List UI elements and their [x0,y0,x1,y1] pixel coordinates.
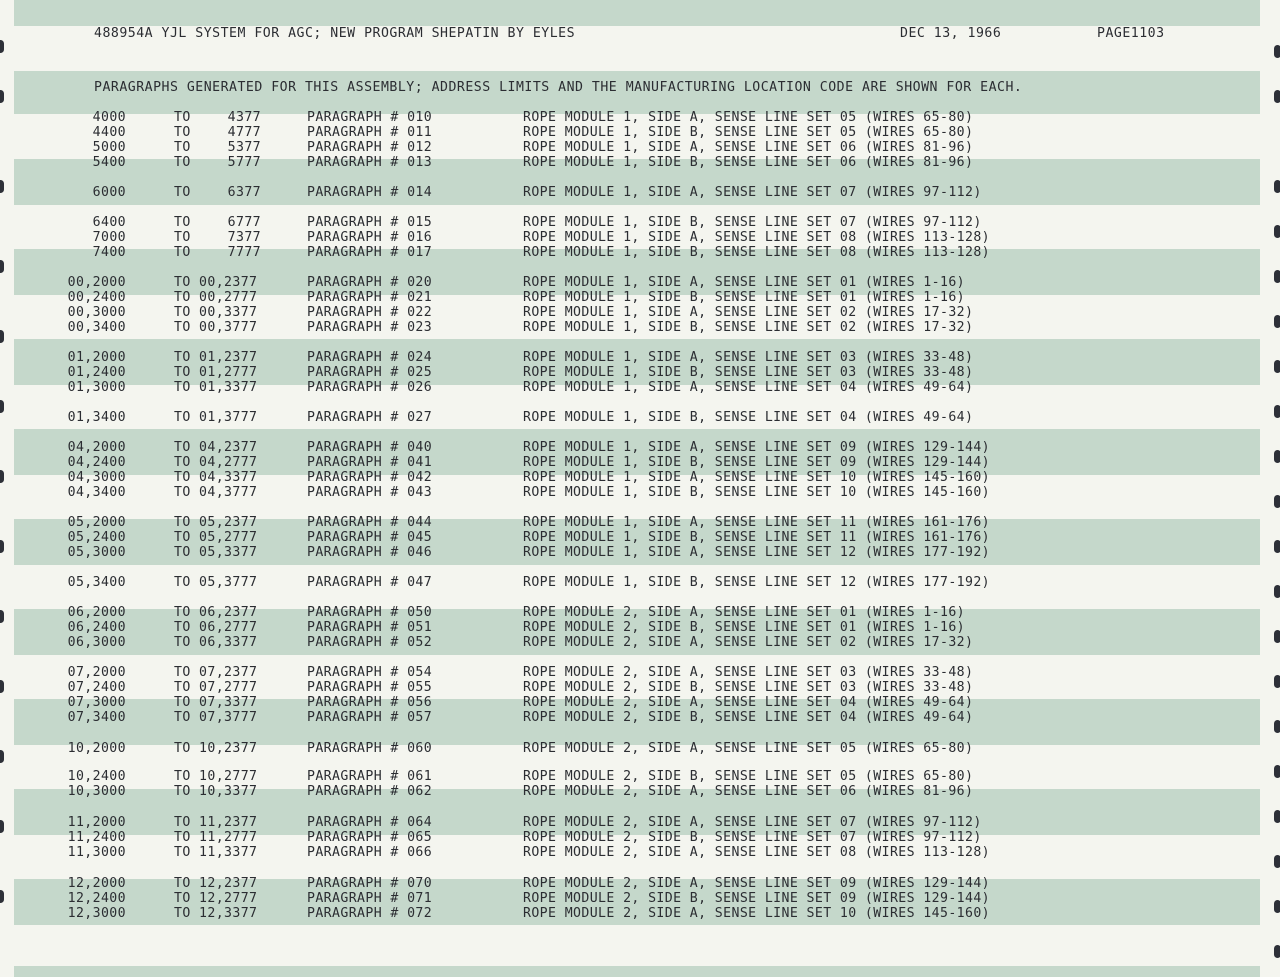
address-to: TO 05,3377 [174,545,258,560]
feed-hole [1274,90,1280,103]
address-from: 12,3000 [67,906,126,921]
feed-hole [0,260,4,273]
address-to: TO 10,2377 [174,741,258,756]
location-code: ROPE MODULE 1, SIDE A, SENSE LINE SET 09 (WIRES 129-144) [523,440,991,455]
address-to: TO 01,3377 [174,380,258,395]
address-to: TO 12,2377 [174,876,258,891]
address-from: 07,3400 [67,710,126,725]
address-to-high: 7377 [227,230,261,245]
address-from: 4400 [92,125,126,140]
paragraph-number: PARAGRAPH # 012 [307,140,433,155]
table-row [0,140,1280,155]
location-code: ROPE MODULE 2, SIDE B, SENSE LINE SET 05 (WIRES 65-80) [523,769,974,784]
location-code: ROPE MODULE 2, SIDE A, SENSE LINE SET 05 (WIRES 65-80) [523,741,974,756]
address-to: TO 07,2377 [174,665,258,680]
address-to-high: 4377 [227,110,261,125]
table-row [0,365,1280,380]
address-to-high: 5377 [227,140,261,155]
location-code: ROPE MODULE 1, SIDE A, SENSE LINE SET 02 (WIRES 17-32) [523,305,974,320]
intro-line: PARAGRAPHS GENERATED FOR THIS ASSEMBLY; ADDRESS LIMITS AND THE MANUFACTURING LOCATION CODE ARE SHOWN FOR EACH. [94,80,1023,95]
location-code: ROPE MODULE 1, SIDE B, SENSE LINE SET 02 (WIRES 17-32) [523,320,974,335]
location-code: ROPE MODULE 1, SIDE A, SENSE LINE SET 07 (WIRES 97-112) [523,185,982,200]
address-from: 01,2000 [67,350,126,365]
address-to: TO 00,3377 [174,305,258,320]
address-to: TO 05,3777 [174,575,258,590]
paragraph-number: PARAGRAPH # 055 [307,680,433,695]
address-from: 4000 [92,110,126,125]
address-from: 05,3400 [67,575,126,590]
address-to-high: 5777 [227,155,261,170]
location-code: ROPE MODULE 2, SIDE B, SENSE LINE SET 04 (WIRES 49-64) [523,710,974,725]
table-row [0,891,1280,906]
table-row [0,470,1280,485]
location-code: ROPE MODULE 1, SIDE A, SENSE LINE SET 11 (WIRES 161-176) [523,515,991,530]
paragraph-number: PARAGRAPH # 042 [307,470,433,485]
table-row [0,695,1280,710]
address-from: 12,2400 [67,891,126,906]
location-code: ROPE MODULE 2, SIDE A, SENSE LINE SET 07 (WIRES 97-112) [523,815,982,830]
address-to: TO 05,2777 [174,530,258,545]
paragraph-number: PARAGRAPH # 056 [307,695,433,710]
location-code: ROPE MODULE 2, SIDE A, SENSE LINE SET 09 (WIRES 129-144) [523,876,991,891]
location-code: ROPE MODULE 2, SIDE B, SENSE LINE SET 07 (WIRES 97-112) [523,830,982,845]
address-to: TO [174,230,191,245]
address-to-high: 7777 [227,245,261,260]
paragraph-number: PARAGRAPH # 017 [307,245,433,260]
table-row [0,605,1280,620]
paragraph-number: PARAGRAPH # 066 [307,845,433,860]
table-row [0,455,1280,470]
address-to: TO 00,2777 [174,290,258,305]
address-from: 07,2000 [67,665,126,680]
location-code: ROPE MODULE 2, SIDE B, SENSE LINE SET 03 (WIRES 33-48) [523,680,974,695]
location-code: ROPE MODULE 1, SIDE A, SENSE LINE SET 06 (WIRES 81-96) [523,140,974,155]
paragraph-number: PARAGRAPH # 011 [307,125,433,140]
table-row [0,215,1280,230]
address-to: TO 07,3777 [174,710,258,725]
paragraph-number: PARAGRAPH # 023 [307,320,433,335]
address-from: 10,2000 [67,741,126,756]
paragraph-number: PARAGRAPH # 014 [307,185,433,200]
listing-date: DEC 13, 1966 [900,26,1002,41]
table-row [0,110,1280,125]
address-to: TO [174,110,191,125]
table-row [0,380,1280,395]
address-to: TO 04,2377 [174,440,258,455]
address-from: 5000 [92,140,126,155]
location-code: ROPE MODULE 1, SIDE A, SENSE LINE SET 03 (WIRES 33-48) [523,350,974,365]
address-from: 01,3400 [67,410,126,425]
location-code: ROPE MODULE 1, SIDE B, SENSE LINE SET 04 (WIRES 49-64) [523,410,974,425]
paragraph-number: PARAGRAPH # 026 [307,380,433,395]
address-from: 04,3000 [67,470,126,485]
location-code: ROPE MODULE 1, SIDE B, SENSE LINE SET 05 (WIRES 65-80) [523,125,974,140]
table-row [0,680,1280,695]
paragraph-number: PARAGRAPH # 022 [307,305,433,320]
address-from: 04,2400 [67,455,126,470]
feed-hole [0,90,4,103]
table-row [0,410,1280,425]
table-row [0,906,1280,921]
location-code: ROPE MODULE 1, SIDE B, SENSE LINE SET 10 (WIRES 145-160) [523,485,991,500]
address-to-high: 4777 [227,125,261,140]
address-from: 6000 [92,185,126,200]
address-from: 00,2000 [67,275,126,290]
table-row [0,710,1280,725]
paragraph-number: PARAGRAPH # 060 [307,741,433,756]
location-code: ROPE MODULE 1, SIDE A, SENSE LINE SET 08 (WIRES 113-128) [523,230,991,245]
paragraph-number: PARAGRAPH # 071 [307,891,433,906]
address-to: TO 01,3777 [174,410,258,425]
table-row [0,155,1280,170]
paper-band [14,0,1260,26]
table-row [0,290,1280,305]
address-to: TO 01,2377 [174,350,258,365]
paragraph-number: PARAGRAPH # 046 [307,545,433,560]
location-code: ROPE MODULE 1, SIDE B, SENSE LINE SET 08 (WIRES 113-128) [523,245,991,260]
paragraph-number: PARAGRAPH # 057 [307,710,433,725]
paragraph-number: PARAGRAPH # 043 [307,485,433,500]
paragraph-number: PARAGRAPH # 021 [307,290,433,305]
page-number: PAGE1103 [1097,26,1165,41]
table-row [0,305,1280,320]
address-from: 05,2000 [67,515,126,530]
paragraph-number: PARAGRAPH # 015 [307,215,433,230]
paragraph-number: PARAGRAPH # 062 [307,784,433,799]
address-from: 7000 [92,230,126,245]
location-code: ROPE MODULE 2, SIDE A, SENSE LINE SET 02 (WIRES 17-32) [523,635,974,650]
table-row [0,245,1280,260]
address-from: 10,2400 [67,769,126,784]
address-from: 11,3000 [67,845,126,860]
listing-title: 488954A YJL SYSTEM FOR AGC; NEW PROGRAM SHEPATIN BY EYLES [94,26,576,41]
location-code: ROPE MODULE 1, SIDE B, SENSE LINE SET 01 (WIRES 1-16) [523,290,965,305]
feed-hole [0,40,4,53]
address-to: TO 07,2777 [174,680,258,695]
table-row [0,485,1280,500]
location-code: ROPE MODULE 1, SIDE B, SENSE LINE SET 03 (WIRES 33-48) [523,365,974,380]
feed-hole [1274,45,1280,58]
address-to: TO 04,3777 [174,485,258,500]
paragraph-number: PARAGRAPH # 025 [307,365,433,380]
address-from: 5400 [92,155,126,170]
address-to-high: 6377 [227,185,261,200]
table-row [0,575,1280,590]
table-row [0,845,1280,860]
address-from: 07,3000 [67,695,126,710]
address-to: TO 10,3377 [174,784,258,799]
location-code: ROPE MODULE 1, SIDE A, SENSE LINE SET 05 (WIRES 65-80) [523,110,974,125]
address-to: TO 00,3777 [174,320,258,335]
address-from: 6400 [92,215,126,230]
address-to: TO [174,185,191,200]
address-from: 00,2400 [67,290,126,305]
address-to: TO 07,3377 [174,695,258,710]
address-to: TO 11,2377 [174,815,258,830]
paragraph-number: PARAGRAPH # 040 [307,440,433,455]
table-row [0,275,1280,290]
table-row [0,230,1280,245]
location-code: ROPE MODULE 1, SIDE A, SENSE LINE SET 10 (WIRES 145-160) [523,470,991,485]
table-row [0,876,1280,891]
location-code: ROPE MODULE 2, SIDE A, SENSE LINE SET 03 (WIRES 33-48) [523,665,974,680]
paragraph-number: PARAGRAPH # 047 [307,575,433,590]
location-code: ROPE MODULE 2, SIDE A, SENSE LINE SET 01 (WIRES 1-16) [523,605,965,620]
address-from: 7400 [92,245,126,260]
address-to: TO 01,2777 [174,365,258,380]
table-row [0,665,1280,680]
address-from: 11,2400 [67,830,126,845]
location-code: ROPE MODULE 2, SIDE A, SENSE LINE SET 10 (WIRES 145-160) [523,906,991,921]
paragraph-number: PARAGRAPH # 072 [307,906,433,921]
table-row [0,769,1280,784]
address-from: 10,3000 [67,784,126,799]
address-to: TO 04,2777 [174,455,258,470]
table-row [0,515,1280,530]
paper-band [14,966,1260,977]
paragraph-number: PARAGRAPH # 010 [307,110,433,125]
table-row [0,545,1280,560]
table-row [0,185,1280,200]
address-from: 05,2400 [67,530,126,545]
paragraph-number: PARAGRAPH # 041 [307,455,433,470]
location-code: ROPE MODULE 2, SIDE A, SENSE LINE SET 06 (WIRES 81-96) [523,784,974,799]
address-to: TO 10,2777 [174,769,258,784]
address-to: TO [174,140,191,155]
address-from: 04,3400 [67,485,126,500]
paragraph-number: PARAGRAPH # 061 [307,769,433,784]
address-from: 07,2400 [67,680,126,695]
location-code: ROPE MODULE 1, SIDE A, SENSE LINE SET 12 (WIRES 177-192) [523,545,991,560]
location-code: ROPE MODULE 2, SIDE B, SENSE LINE SET 01 (WIRES 1-16) [523,620,965,635]
paragraph-number: PARAGRAPH # 045 [307,530,433,545]
address-to: TO 06,3377 [174,635,258,650]
address-to: TO [174,215,191,230]
paragraph-number: PARAGRAPH # 044 [307,515,433,530]
paragraph-number: PARAGRAPH # 065 [307,830,433,845]
address-to: TO 06,2777 [174,620,258,635]
paragraph-number: PARAGRAPH # 054 [307,665,433,680]
table-row [0,635,1280,650]
address-to: TO [174,155,191,170]
table-row [0,320,1280,335]
address-to: TO 05,2377 [174,515,258,530]
address-to: TO 00,2377 [174,275,258,290]
paragraph-number: PARAGRAPH # 064 [307,815,433,830]
location-code: ROPE MODULE 1, SIDE B, SENSE LINE SET 11 (WIRES 161-176) [523,530,991,545]
address-to: TO 06,2377 [174,605,258,620]
address-from: 11,2000 [67,815,126,830]
address-from: 06,2400 [67,620,126,635]
address-to: TO 12,2777 [174,891,258,906]
table-row [0,741,1280,756]
paragraph-number: PARAGRAPH # 013 [307,155,433,170]
table-row [0,440,1280,455]
location-code: ROPE MODULE 1, SIDE A, SENSE LINE SET 04 (WIRES 49-64) [523,380,974,395]
table-row [0,530,1280,545]
table-row [0,830,1280,845]
address-from: 05,3000 [67,545,126,560]
table-row [0,620,1280,635]
address-to: TO 11,3377 [174,845,258,860]
location-code: ROPE MODULE 1, SIDE B, SENSE LINE SET 06 (WIRES 81-96) [523,155,974,170]
paragraph-number: PARAGRAPH # 070 [307,876,433,891]
table-row [0,815,1280,830]
location-code: ROPE MODULE 1, SIDE B, SENSE LINE SET 07 (WIRES 97-112) [523,215,982,230]
location-code: ROPE MODULE 2, SIDE B, SENSE LINE SET 09 (WIRES 129-144) [523,891,991,906]
paragraph-number: PARAGRAPH # 024 [307,350,433,365]
address-from: 01,2400 [67,365,126,380]
location-code: ROPE MODULE 1, SIDE B, SENSE LINE SET 12 (WIRES 177-192) [523,575,991,590]
location-code: ROPE MODULE 2, SIDE A, SENSE LINE SET 04 (WIRES 49-64) [523,695,974,710]
location-code: ROPE MODULE 2, SIDE A, SENSE LINE SET 08 (WIRES 113-128) [523,845,991,860]
location-code: ROPE MODULE 1, SIDE B, SENSE LINE SET 09 (WIRES 129-144) [523,455,991,470]
location-code: ROPE MODULE 1, SIDE A, SENSE LINE SET 01 (WIRES 1-16) [523,275,965,290]
address-from: 06,3000 [67,635,126,650]
address-to: TO 12,3377 [174,906,258,921]
address-from: 04,2000 [67,440,126,455]
address-from: 01,3000 [67,380,126,395]
address-to: TO 11,2777 [174,830,258,845]
table-row [0,350,1280,365]
paragraph-number: PARAGRAPH # 027 [307,410,433,425]
table-row [0,784,1280,799]
address-to: TO [174,245,191,260]
paragraph-number: PARAGRAPH # 016 [307,230,433,245]
address-to-high: 6777 [227,215,261,230]
feed-hole [1274,945,1280,958]
address-from: 00,3000 [67,305,126,320]
paragraph-number: PARAGRAPH # 051 [307,620,433,635]
paragraph-number: PARAGRAPH # 020 [307,275,433,290]
table-row [0,125,1280,140]
address-to: TO 04,3377 [174,470,258,485]
address-from: 06,2000 [67,605,126,620]
paragraph-number: PARAGRAPH # 052 [307,635,433,650]
paragraph-number: PARAGRAPH # 050 [307,605,433,620]
address-from: 12,2000 [67,876,126,891]
address-to: TO [174,125,191,140]
address-from: 00,3400 [67,320,126,335]
